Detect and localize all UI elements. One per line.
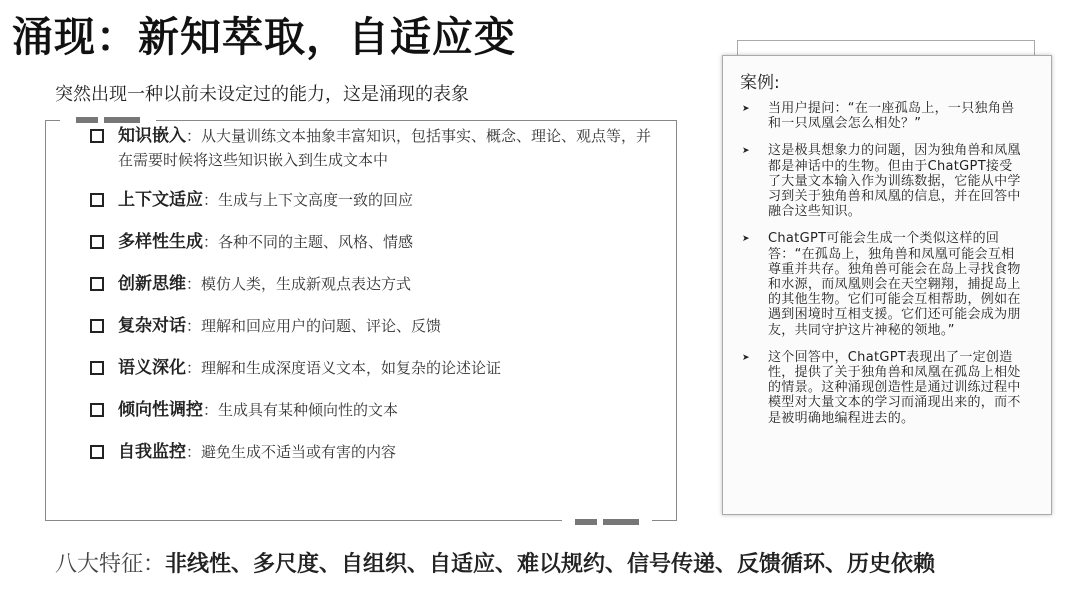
dash-mark	[104, 117, 140, 123]
case-text: 这个回答中，ChatGPT表现出了一定创造性，提供了关于独角兽和凤凰在孤岛上相处的情景。这种涌现创造性是通过训练过程中模型对大量文本的学习而涌现出来的，而不是被明确地编程进去的。	[768, 349, 1021, 426]
checkbox-icon	[90, 235, 104, 249]
case-item	[740, 231, 1024, 337]
feature-item	[90, 398, 665, 422]
dash-mark	[575, 519, 597, 525]
footer-characteristics	[55, 547, 935, 578]
feature-item	[90, 440, 665, 464]
checkbox-icon	[90, 403, 104, 417]
footer-label: 八大特征：	[55, 552, 166, 577]
feature-name: 复杂对话	[118, 316, 186, 336]
case-text: ChatGPT可能会生成一个类似这样的回答：“在孤岛上，独角兽和凤凰可能会互相尊重并共存。独角兽可能会在岛上寻找食物和水源，而凤凰则会在天空翱翔，捕捉岛上的其他生物。它们可能会互相帮助，例如在遇到困境时互相支援。它们还可能会成为朋友，共同守护这片神秘的领地。”	[768, 231, 1021, 338]
checkbox-icon	[90, 319, 104, 333]
checkbox-icon	[90, 361, 104, 375]
feature-item	[90, 230, 665, 254]
feature-item	[90, 124, 665, 172]
case-title: 案例:	[740, 73, 780, 93]
feature-desc: ：生成与上下文高度一致的回应	[203, 191, 414, 209]
frame-decoration-bottom	[562, 512, 652, 532]
checkbox-icon	[90, 193, 104, 207]
arrow-bullet-icon: ➤	[742, 146, 750, 157]
dash-mark	[76, 117, 98, 123]
feature-item	[90, 356, 665, 380]
feature-desc: ：从大量训练文本抽象丰富知识，包括事实、概念、理论、观点等，并在需要时候将这些知识嵌入到生成文本中	[118, 127, 652, 169]
case-item	[740, 101, 1024, 131]
feature-item	[90, 272, 665, 296]
feature-name: 知识嵌入	[118, 126, 186, 146]
footer-list: 非线性、多尺度、自组织、自适应、难以规约、信号传递、反馈循环、历史依赖	[165, 552, 936, 577]
feature-name: 上下文适应	[118, 190, 203, 210]
feature-desc: ：各种不同的主题、风格、情感	[203, 233, 414, 251]
feature-name: 倾向性调控	[118, 400, 203, 420]
case-text: 当用户提问：“在一座孤岛上，一只独角兽和一只凤凰会怎么相处？”	[768, 101, 1015, 132]
feature-desc: ：生成具有某种倾向性的文本	[203, 401, 399, 419]
feature-desc: ：模仿人类，生成新观点表达方式	[186, 275, 412, 293]
feature-name: 多样性生成	[118, 232, 203, 252]
feature-item	[90, 314, 665, 338]
case-text: 这是极具想象力的问题，因为独角兽和凤凰都是神话中的生物。但由于ChatGPT接受了大量文本输入作为训练数据，它能从中学习到关于独角兽和凤凰的信息，并在回答中融合这些知识。	[768, 143, 1021, 220]
dash-mark	[603, 519, 639, 525]
feature-list	[90, 124, 665, 482]
case-item	[740, 350, 1024, 426]
card-back-sheet	[737, 40, 1035, 56]
case-list	[740, 101, 1024, 438]
checkbox-icon	[90, 445, 104, 459]
arrow-bullet-icon: ➤	[742, 234, 750, 245]
page-subtitle: 突然出现一种以前未设定过的能力，这是涌现的表象	[55, 84, 469, 105]
feature-name: 自我监控	[118, 442, 186, 462]
checkbox-icon	[90, 129, 104, 143]
feature-name: 创新思维	[118, 274, 186, 294]
arrow-bullet-icon: ➤	[742, 352, 750, 363]
feature-desc: ：理解和回应用户的问题、评论、反馈	[186, 317, 442, 335]
feature-desc: ：避免生成不适当或有害的内容	[186, 443, 397, 461]
case-item	[740, 143, 1024, 219]
feature-name: 语义深化	[118, 358, 186, 378]
checkbox-icon	[90, 277, 104, 291]
feature-item	[90, 188, 665, 212]
page-title: 涌现：新知萃取，自适应变	[12, 13, 516, 61]
feature-desc: ：理解和生成深度语义文本，如复杂的论述论证	[186, 359, 502, 377]
arrow-bullet-icon: ➤	[742, 104, 750, 114]
